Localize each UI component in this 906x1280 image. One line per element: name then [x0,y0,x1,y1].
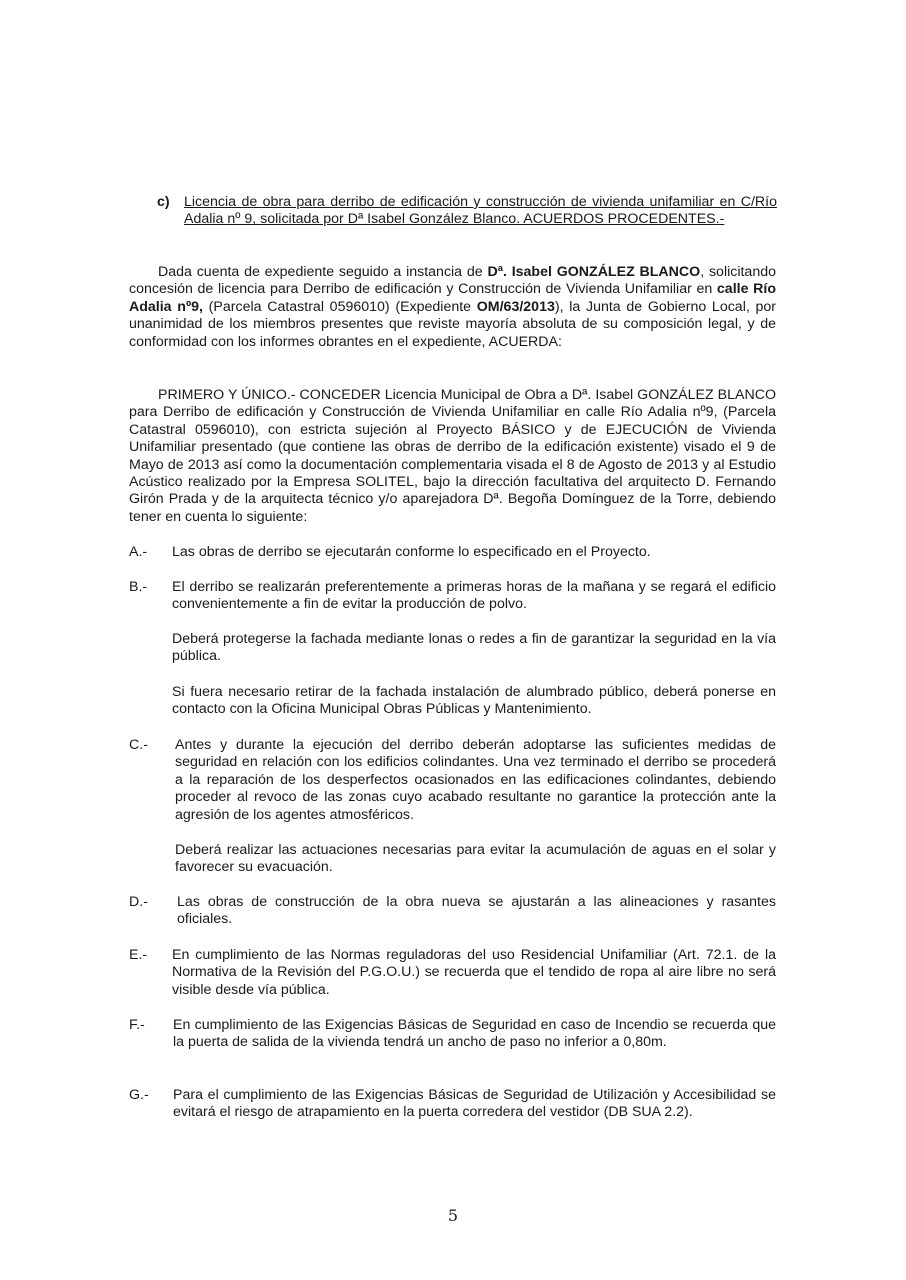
condition-text: En cumplimiento de las Exigencias Básicas de Seguridad en caso de Incendio se recuerda que la puerta de salida de la vivienda tendrá un ancho de paso no inferior a 0,80m. [173,1017,776,1051]
condition-text: Antes y durante la ejecución del derribo deberán adoptarse las suficientes medidas de seguridad en relación con los edificios colindantes. Una vez terminado el derribo se procederá a la reparación de los desperfectos ocasionados en las edificaciones colindantes, debiendo proceder al revoco de las zonas cuyo acabado resultante no garantice la protección ante la agresión de los agentes atmosféricos. [175,737,776,823]
section-letter: c) [157,194,170,210]
condition-label: G.- [129,1087,149,1103]
intro-text-4: ), la Junta de Gobierno Local, por unanimidad de los miembros presentes que reviste mayoría absoluta de su composición legal, y de conformidad con los informes obrantes en el expediente, ACUERDA: [129,298,777,350]
condition-label: F.- [129,1017,145,1033]
section-title-text: Licencia de obra para derribo de edificación y construcción de vivienda unifamiliar en C/Río Adalia nº 9, solicitada por Dª Isabel González Blanco. ACUERDOS PROCEDENTES [184,194,777,228]
page-number: 5 [447,1206,459,1225]
intro-paragraph [129,264,776,351]
condition-subparagraph: Deberá realizar las actuaciones necesarias para evitar la acumulación de aguas en el solar y favorecer su evacuación. [175,842,776,876]
condition-subparagraph: Si fuera necesario retirar de la fachada instalación de alumbrado público, deberá ponerse en contacto con la Oficina Municipal Obras Públicas y Mantenimiento. [172,684,776,718]
section-title-tail: .- [715,211,725,228]
applicant-name: Dª. Isabel GONZÁLEZ BLANCO [487,264,701,280]
condition-text: El derribo se realizarán preferentemente a primeras horas de la mañana y se regará el edificio convenientemente a fin de evitar la producción de polvo. [172,579,776,613]
condition-label: B.- [129,579,148,595]
condition-label: E.- [129,947,148,963]
condition-label: C.- [129,737,148,753]
primero-paragraph [129,387,776,526]
condition-text: Las obras de construcción de la obra nueva se ajustarán a las alineaciones y rasantes oficiales. [177,894,776,928]
file-number: OM/63/2013 [476,298,555,315]
intro-text-2: , solicitando concesión de licencia para Derribo de edificación y Construcción de Vivienda Unifamiliar en [129,264,776,298]
condition-text: Para el cumplimiento de las Exigencias Básicas de Seguridad de Utilización y Accesibilidad se evitará el riesgo de atrapamiento en la puerta corredera del vestidor (DB SUA 2.2). [173,1087,776,1121]
intro-text-1: Dada cuenta de expediente seguido a instancia de [158,264,488,280]
condition-subparagraph: Deberá protegerse la fachada mediante lonas o redes a fin de garantizar la seguridad en la vía pública. [172,631,776,665]
property-address: calle Río Adalia nº9, [129,281,776,315]
condition-text: Las obras de derribo se ejecutarán conforme lo especificado en el Proyecto. [172,544,651,560]
condition-text: En cumplimiento de las Normas reguladoras del uso Residencial Unifamiliar (Art. 72.1. de la Normativa de la Revisión del P.G.O.U.) se recuerda que el tendido de ropa al aire libre no será visible desde vía pública. [172,947,776,998]
primero-text: PRIMERO Y ÚNICO.- CONCEDER Licencia Municipal de Obra a Dª. Isabel GONZÁLEZ BLANCO para Derribo de edificación y Construcción de Vivienda Unifamiliar en calle Río Adalia nº9, (Parcela Catastral 0596010), con estricta sujeción al Proyecto BÁSICO y de EJECUCIÓN de Vivienda Unifamiliar presentado (que contiene las obras de derribo de la edificación existente) visado el 9 de Mayo de 2013 así como la documentación complementaria visada el 8 de Agosto de 2013 y al Estudio Acústico realizado por la Empresa SOLITEL, bajo la dirección facultativa del arquitecto D. Fernando Girón Prada y de la arquitecta técnico y/o aparejadora Dª. Begoña Domínguez de la Torre, debiendo tener en cuenta lo siguiente: [129,387,776,525]
condition-label: A.- [129,544,148,560]
section-heading [157,194,777,229]
section-title [184,194,777,229]
condition-label: D.- [129,894,148,910]
intro-text-3: (Parcela Catastral 0596010) (Expediente [202,298,477,315]
